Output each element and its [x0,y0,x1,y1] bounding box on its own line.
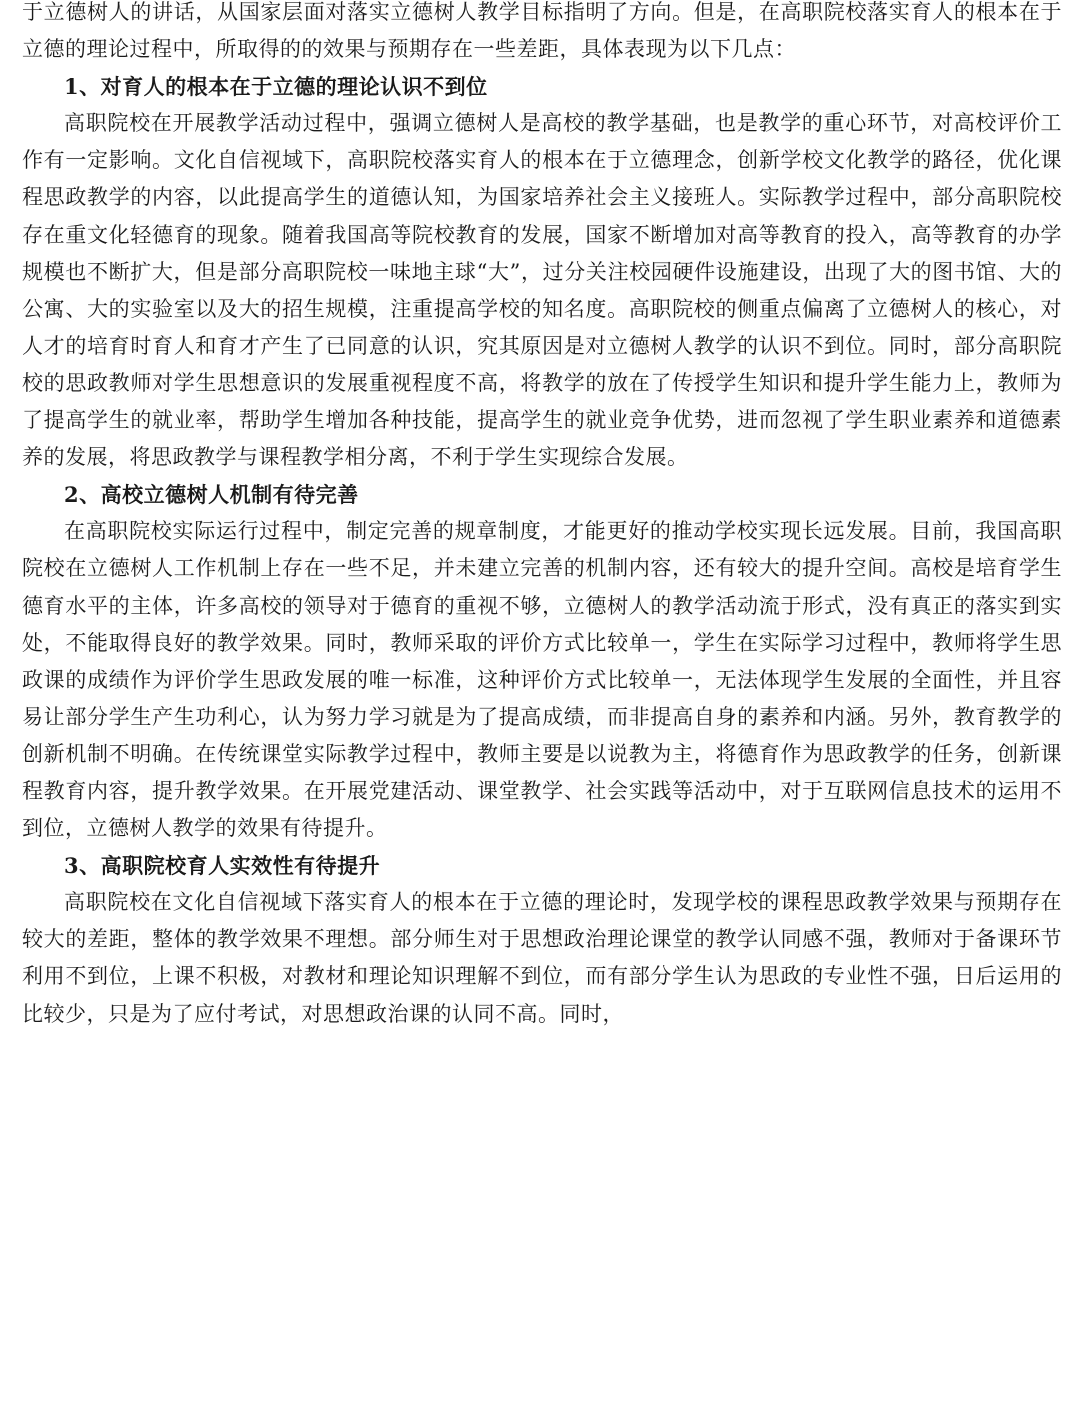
section-2-body: 在高职院校实际运行过程中，制定完善的规章制度，才能更好的推动学校实现长远发展。目前，我国高职院校在立德树人工作机制上存在一些不足，并未建立完善的机制内容，还有较大的提升空间。高校是培育学生德育水平的主体，许多高校的领导对于德育的重视不够，立德树人的教学活动流于形式，没有真正的落实到实处，不能取得良好的教学效果。同时，教师采取的评价方式比较单一，学生在实际学习过程中，教师将学生思政课的成绩作为评价学生思政发展的唯一标准，这种评价方式比较单一，无法体现学生发展的全面性，并且容易让部分学生产生功利心，认为努力学习就是为了提高成绩，而非提高自身的素养和内涵。另外，教育教学的创新机制不明确。在传统课堂实际教学过程中，教师主要是以说教为主，将德育作为思政教学的任务，创新课程教育内容，提升教学效果。在开展党建活动、课堂教学、社会实践等活动中，对于互联网信息技术的运用不到位，立德树人教学的效果有待提升。 [22,519,1062,841]
intro-paragraph: 于立德树人的讲话，从国家层面对落实立德树人教学目标指明了方向。但是，在高职院校落实育人的根本在于立德的理论过程中，所取得的的效果与预期存在一些差距，具体表现为以下几点： [22,0,1062,62]
section-1-heading: 1、对育人的根本在于立德的理论认识不到位 [64,74,488,100]
section-3-heading: 3、高职院校育人实效性有待提升 [64,853,381,879]
section-2-heading: 2、高校立德树人机制有待完善 [64,482,359,508]
section-3-body: 高职院校在文化自信视域下落实育人的根本在于立德的理论时，发现学校的课程思政教学效果与预期存在较大的差距，整体的教学效果不理想。部分师生对于思想政治理论课堂的教学认同感不强，教师对于备课环节利用不到位，上课不积极，对教材和理论知识理解不到位，而有部分学生认为思政的专业性不强，日后运用的比较少，只是为了应付考试，对思想政治课的认同不高。同时， [22,890,1062,1026]
section-1-body: 高职院校在开展教学活动过程中，强调立德树人是高校的教学基础，也是教学的重心环节，对高校评价工作有一定影响。文化自信视域下，高职院校落实育人的根本在于立德理念，创新学校文化教学的路径，优化课程思政教学的内容，以此提高学生的道德认知，为国家培养社会主义接班人。实际教学过程中，部分高职院校存在重文化轻德育的现象。随着我国高等院校教育的发展，国家不断增加对高等教育的投入，高等教育的办学规模也不断扩大，但是部分高职院校一味地主球“大”，过分关注校园硬件设施建设，出现了大的图书馆、大的公寓、大的实验室以及大的招生规模，注重提高学校的知名度。高职院校的侧重点偏离了立德树人的核心，对人才的培育时育人和育才产生了已同意的认识，究其原因是对立德树人教学的认识不到位。同时，部分高职院校的思政教师对学生思想意识的发展重视程度不高，将教学的放在了传授学生知识和提升学生能力上，教师为了提高学生的就业率，帮助学生增加各种技能，提高学生的就业竞争优势，进而忽视了学生职业素养和道德素养的发展，将思政教学与课程教学相分离，不利于学生实现综合发展。 [22,111,1062,470]
